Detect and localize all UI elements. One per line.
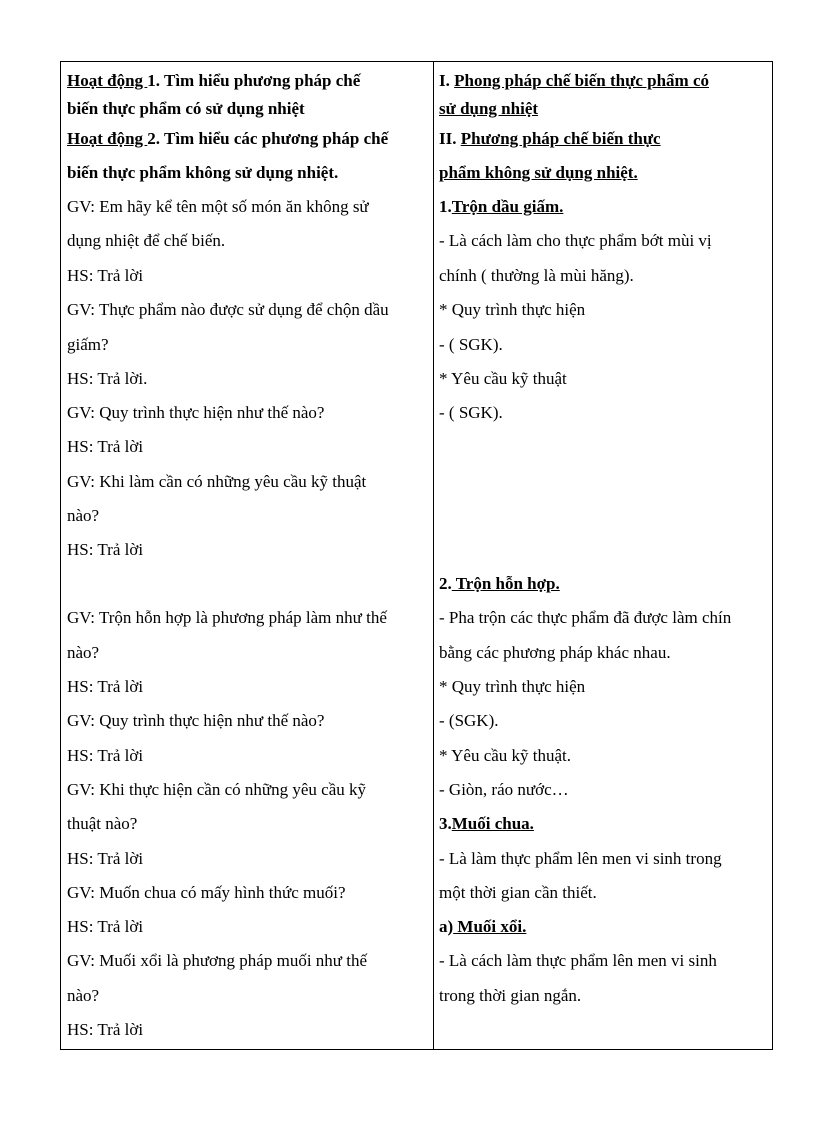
left-line: HS: Trả lời xyxy=(67,540,144,559)
left-line: thuật nào? xyxy=(67,814,138,833)
left-line: GV: Trộn hỗn hợp là phương pháp làm như thế xyxy=(67,608,387,627)
column-divider xyxy=(433,62,434,1049)
section-2-title: Phương pháp chế biến thực xyxy=(460,129,661,148)
left-line: GV: Quy trình thực hiện như thế nào? xyxy=(67,711,325,730)
left-line: GV: Quy trình thực hiện như thế nào? xyxy=(67,403,325,422)
part-a-title: Muối xổi. xyxy=(453,917,527,936)
activity-2-title: 2. Tìm hiểu các phương pháp chế xyxy=(147,129,389,148)
part-3-title: Muối chua. xyxy=(451,814,534,833)
left-line: GV: Khi thực hiện cần có những yêu cầu kỹ xyxy=(67,780,367,799)
activity-1-title: 1. Tìm hiểu phương pháp chế xyxy=(147,71,361,90)
left-line: HS: Trả lời xyxy=(67,1020,144,1039)
activity-2-heading xyxy=(67,128,388,150)
left-line: HS: Trả lời xyxy=(67,746,144,765)
right-line: chính ( thường là mùi hăng). xyxy=(439,266,634,285)
left-line: HS: Trả lời xyxy=(67,677,144,696)
left-line: HS: Trả lời xyxy=(67,437,144,456)
section-2-heading xyxy=(439,128,661,150)
right-line: một thời gian cần thiết. xyxy=(439,883,597,902)
activity-1-label: Hoạt động xyxy=(67,71,148,90)
lesson-table xyxy=(60,61,773,1050)
left-line: GV: Muối xổi là phương pháp muối như thế xyxy=(67,951,368,970)
right-line: * Quy trình thực hiện xyxy=(439,677,586,696)
part-1-heading xyxy=(439,196,563,218)
right-line: - Là làm thực phẩm lên men vi sinh trong xyxy=(439,849,722,868)
left-line: nào? xyxy=(67,506,100,525)
right-line: bằng các phương pháp khác nhau. xyxy=(439,643,671,662)
activity-2-label: Hoạt động xyxy=(67,129,148,148)
left-line: HS: Trả lời xyxy=(67,917,144,936)
right-line: - Là cách làm thực phẩm lên men vi sinh xyxy=(439,951,717,970)
part-2-number: 2. xyxy=(439,574,452,593)
section-2-number: II. xyxy=(439,129,461,148)
left-line: HS: Trả lời. xyxy=(67,369,148,388)
right-line: - ( SGK). xyxy=(439,335,503,354)
right-line: - Giòn, ráo nước… xyxy=(439,780,569,799)
right-line: - (SGK). xyxy=(439,711,499,730)
activity-1-heading-line2: biến thực phẩm có sử dụng nhiệt xyxy=(67,99,305,118)
part-3-number: 3. xyxy=(439,814,452,833)
part-1-title: Trộn dầu giấm. xyxy=(451,197,564,216)
left-line: dụng nhiệt để chế biến. xyxy=(67,231,226,250)
part-2-heading xyxy=(439,573,560,595)
left-line: GV: Em hãy kể tên một số món ăn không sử xyxy=(67,197,369,216)
left-line: GV: Khi làm cần có những yêu cầu kỹ thuật xyxy=(67,472,367,491)
activity-2-heading-line2: biến thực phẩm không sử dụng nhiệt. xyxy=(67,163,339,182)
left-line: giấm? xyxy=(67,335,109,354)
right-line: * Yêu cầu kỹ thuật. xyxy=(439,746,572,765)
section-1-title: Phong pháp chế biến thực phẩm có xyxy=(454,71,709,90)
part-1-number: 1. xyxy=(439,197,452,216)
left-line: nào? xyxy=(67,986,100,1005)
right-line: - Là cách làm cho thực phẩm bớt mùi vị xyxy=(439,231,712,250)
right-line: - ( SGK). xyxy=(439,403,503,422)
section-1-heading xyxy=(439,70,709,92)
left-line: HS: Trả lời xyxy=(67,266,144,285)
left-line: GV: Muốn chua có mấy hình thức muối? xyxy=(67,883,346,902)
left-line: nào? xyxy=(67,643,100,662)
right-line: * Yêu cầu kỹ thuật xyxy=(439,369,567,388)
section-1-heading-line2: sử dụng nhiệt xyxy=(439,99,539,118)
right-line: * Quy trình thực hiện xyxy=(439,300,586,319)
part-3-heading xyxy=(439,813,534,835)
activity-1-heading xyxy=(67,70,360,92)
left-line: GV: Thực phẩm nào được sử dụng để chộn dầu xyxy=(67,300,389,319)
section-2-heading-line2: phẩm không sử dụng nhiệt. xyxy=(439,163,638,182)
left-line: HS: Trả lời xyxy=(67,849,144,868)
right-line: trong thời gian ngắn. xyxy=(439,986,582,1005)
part-2-title: Trộn hỗn hợp. xyxy=(451,574,560,593)
section-1-number: I. xyxy=(439,71,455,90)
right-line: - Pha trộn các thực phẩm đã được làm chín xyxy=(439,608,732,627)
part-a-number: a) xyxy=(439,917,454,936)
part-a-heading xyxy=(439,916,526,938)
